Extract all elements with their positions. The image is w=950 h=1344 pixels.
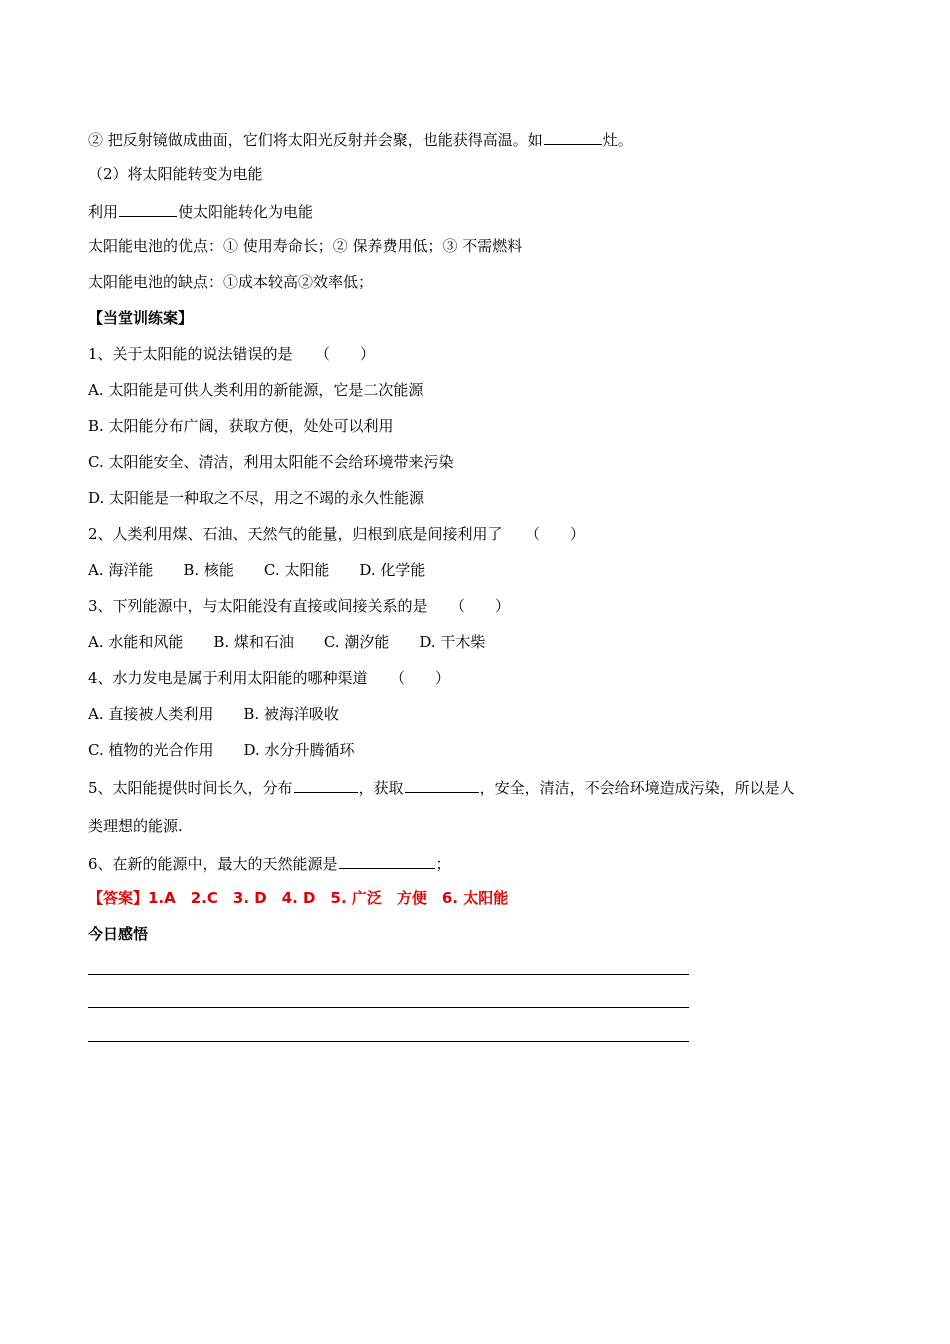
question-6: [88, 852, 451, 874]
writing-line[interactable]: [88, 1007, 689, 1008]
question-3: 3、下列能源中，与太阳能没有直接或间接关系的是 （ ）: [88, 597, 511, 615]
question-5-cont: 类理想的能源.: [88, 817, 183, 835]
question-1: 1、关于太阳能的说法错误的是 （ ）: [88, 345, 376, 363]
text-segment: ；: [435, 855, 451, 873]
options-4cd: C. 植物的光合作用 D. 水分升腾循环: [88, 741, 355, 759]
text-segment: ，安全，清洁，不会给环境造成污染，所以是人: [479, 779, 795, 797]
text-segment: 利用: [88, 203, 119, 221]
options-3: A. 水能和风能 B. 煤和石油 C. 潮汐能 D. 干木柴: [88, 633, 486, 651]
question-4: 4、水力发电是属于利用太阳能的哪种渠道 （ ）: [88, 669, 451, 687]
option-1a: A. 太阳能是可供人类利用的新能源，它是二次能源: [88, 381, 424, 399]
section-heading: 【当堂训练案】: [88, 309, 194, 327]
fill-blank[interactable]: [544, 128, 602, 145]
text-line-reflector: [88, 128, 633, 150]
fill-blank[interactable]: [119, 200, 177, 217]
text-segment: 使太阳能转化为电能: [178, 203, 314, 221]
writing-line[interactable]: [88, 974, 689, 975]
text-segment: 灶。: [602, 131, 633, 149]
subheading-electric: （2）将太阳能转变为电能: [88, 165, 263, 183]
options-2: A. 海洋能 B. 核能 C. 太阳能 D. 化学能: [88, 561, 426, 579]
answer-key: 【答案】1.A 2.C 3. D 4. D 5. 广泛 方便 6. 太阳能: [88, 889, 509, 907]
reflection-heading: 今日感悟: [88, 925, 149, 943]
text-segment: ② 把反射镜做成曲面，它们将太阳光反射并会聚，也能获得高温。如: [88, 131, 543, 149]
text-segment: ，获取: [358, 779, 404, 797]
text-line-convert: [88, 200, 313, 222]
option-1c: C. 太阳能安全、清洁，利用太阳能不会给环境带来污染: [88, 453, 454, 471]
question-2: 2、人类利用煤、石油、天然气的能量，归根到底是间接利用了 （ ）: [88, 525, 586, 543]
text-line-advantages: 太阳能电池的优点：① 使用寿命长；② 保养费用低；③ 不需燃料: [88, 237, 523, 255]
fill-blank[interactable]: [294, 776, 358, 793]
text-segment: 6、在新的能源中，最大的天然能源是: [88, 855, 338, 873]
fill-blank[interactable]: [405, 776, 479, 793]
option-1d: D. 太阳能是一种取之不尽，用之不竭的永久性能源: [88, 489, 425, 507]
text-line-disadvantages: 太阳能电池的缺点：①成本较高②效率低；: [88, 273, 374, 291]
options-4ab: A. 直接被人类利用 B. 被海洋吸收: [88, 705, 339, 723]
writing-line[interactable]: [88, 1041, 689, 1042]
text-segment: 5、太阳能提供时间长久，分布: [88, 779, 293, 797]
fill-blank[interactable]: [339, 852, 435, 869]
question-5: [88, 776, 795, 798]
option-1b: B. 太阳能分布广阔，获取方便，处处可以利用: [88, 417, 394, 435]
